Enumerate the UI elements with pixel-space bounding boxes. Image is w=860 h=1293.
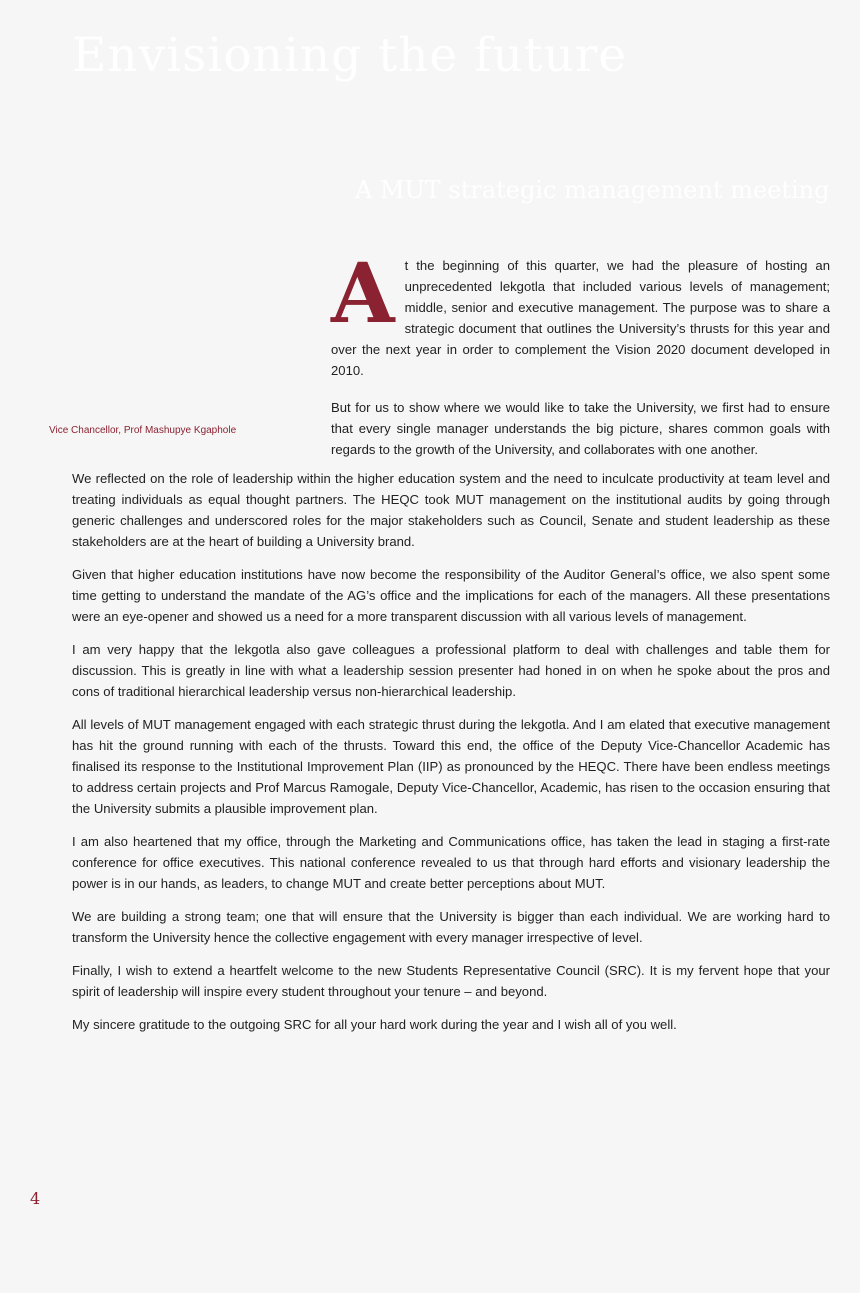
body-paragraph-6: We are building a strong team; one that will ensure that the University is bigger than each individual. We are working hard to transform the University hence the collective engagement with every manager irrespective of level. [72, 909, 830, 945]
article-body [72, 468, 830, 1047]
intro-paragraph-1 [331, 246, 830, 381]
body-paragraph-8: My sincere gratitude to the outgoing SRC for all your hard work during the year and I wish all of you well. [72, 1017, 677, 1032]
page-title: Envisioning the future [72, 28, 628, 83]
intro-paragraph-2: But for us to show where we would like to take the University, we first had to ensure that every single manager understands the big picture, shares common goals with regards to the growth of the University, and collaborates with one another. [331, 400, 830, 457]
intro-paragraph-1-text: t the beginning of this quarter, we had the pleasure of hosting an unprecedented lekgotla that included various levels of management; middle, senior and executive management. The purpose was to share a strategic document that outlines the University’s thrusts for this year and over the next year in order to complement the Vision 2020 document developed in 2010. [331, 258, 830, 378]
page-number: 4 [30, 1189, 41, 1208]
body-paragraph-1: We reflected on the role of leadership within the higher education system and the need to inculcate productivity at team level and treating individuals as equal thought partners. The HEQC took MUT management on the institutional audits by going through generic challenges and underscored roles for the major stakeholders such as Council, Senate and student leadership as these stakeholders are at the heart of building a University brand. [72, 471, 830, 549]
page-subtitle: A MUT strategic management meeting [355, 176, 830, 204]
body-paragraph-7: Finally, I wish to extend a heartfelt welcome to the new Students Representative Council (SRC). It is my fervent hope that your spirit of leadership will inspire every student throughout your tenure – and beyond. [72, 963, 830, 999]
body-paragraph-3: I am very happy that the lekgotla also gave colleagues a professional platform to deal with challenges and table them for discussion. This is greatly in line with what a leadership session presenter had honed in on when he spoke about the pros and cons of traditional hierarchical leadership versus non-hierarchical leadership. [72, 642, 830, 699]
drop-cap: A [331, 246, 395, 342]
photo-caption: Vice Chancellor, Prof Mashupye Kgaphole [49, 425, 237, 436]
body-paragraph-5: I am also heartened that my office, through the Marketing and Communications office, has taken the lead in staging a first-rate conference for office executives. This national conference revealed to us that through hard efforts and visionary leadership the power is in our hands, as leaders, to change MUT and create better perceptions about MUT. [72, 834, 830, 891]
body-paragraph-2: Given that higher education institutions have now become the responsibility of the Auditor General’s office, we also spent some time getting to understand the mandate of the AG’s office and the implications for each of the managers. All these presentations were an eye-opener and showed us a need for a more transparent discussion with all various levels of management. [72, 567, 830, 624]
body-paragraph-4: All levels of MUT management engaged with each strategic thrust during the lekgotla. And I am elated that executive management has hit the ground running with each of the thrusts. Toward this end, the office of the Deputy Vice-Chancellor Academic has finalised its response to the Institutional Improvement Plan (IIP) as pronounced by the HEQC. There have been endless meetings to address certain projects and Prof Marcus Ramogale, Deputy Vice-Chancellor, Academic, has risen to the occasion ensuring that the University submits a plausible improvement plan. [72, 717, 830, 816]
intro-section [331, 246, 830, 476]
